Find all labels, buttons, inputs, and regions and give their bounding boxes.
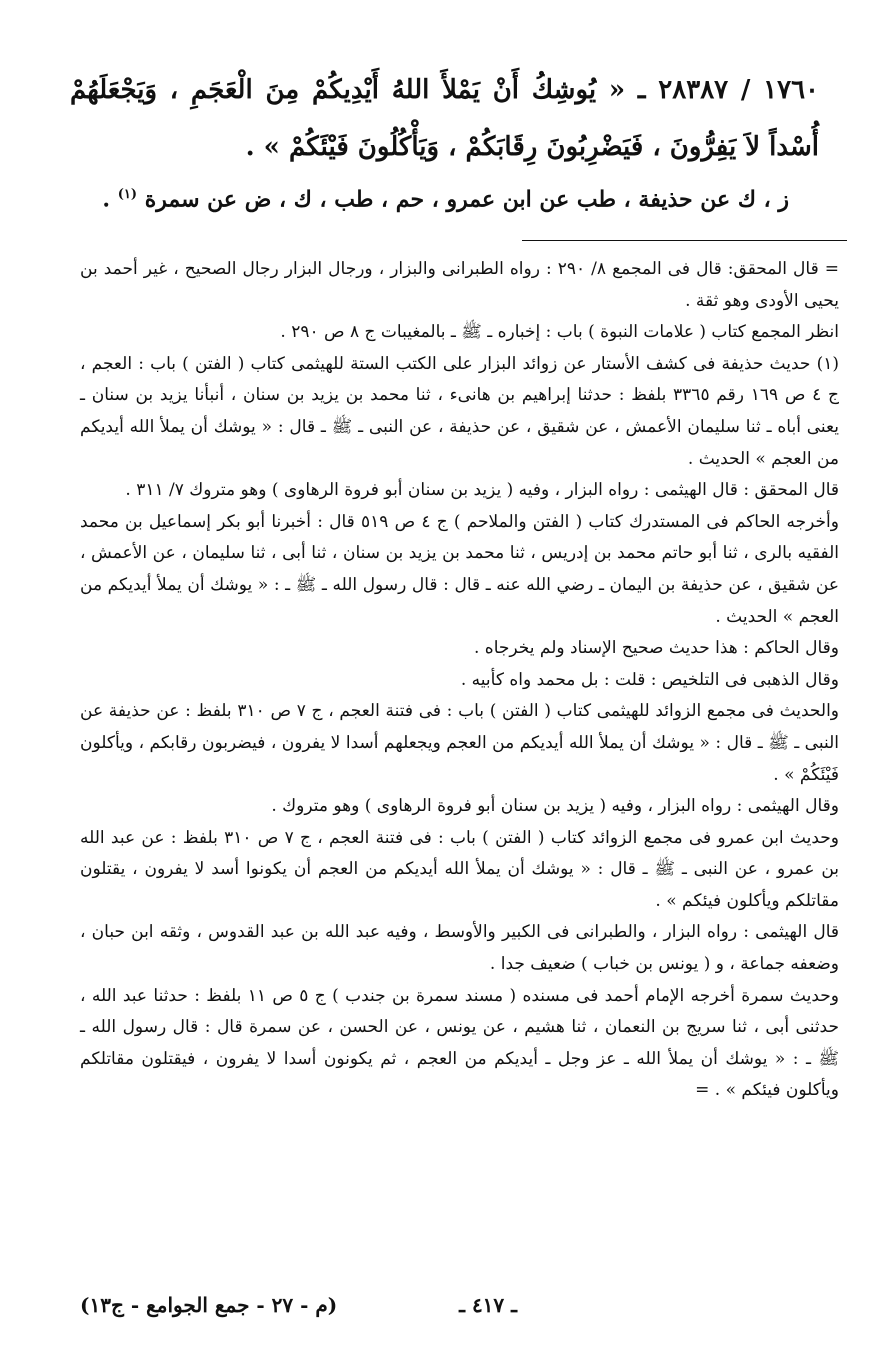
- footnote-paragraph: والحديث فى مجمع الزوائد للهيثمى كتاب ( الفتن ) باب : فى فتنة العجم ، ج ٧ ص ٣١٠ بلفظ : عن حذيفة عن النبى ـ ﷺ ـ قال : « يوشك أن يملأ الله أيديكم من العجم ويجعلهم أسدا لا يفرون ، فيضربون رقابكم ، ويأكلون فَيْئَكُمْ » .: [80, 701, 839, 785]
- footnote-paragraph: = قال المحقق: قال فى المجمع ٨/ ٢٩٠ : رواه الطبرانى والبزار ، ورجال البزار رجال الصحيح ، غير أحمد بن يحيى الأودى وهو ثقة .: [80, 259, 839, 311]
- footnote-paragraph: (١) حديث حذيفة فى كشف الأستار عن زوائد البزار على الكتب الستة للهيثمى كتاب ( الفتن ) باب : العجم ، ج ٤ ص ١٦٩ رقم ٣٣٦٥ بلفظ : حدثنا إبراهيم بن هانىء ، ثنا محمد بن يزيد بن سنان ، أنبأنا يزيد بن سنان ـ يعنى أباه ـ ثنا سليمان الأعمش ، عن شقيق ، عن حذيفة ، عن النبى ـ ﷺ ـ قال : « يوشك أن يملأ الله أيديكم من العجم » الحديث .: [80, 353, 839, 469]
- volume-signature: (م - ٢٧ - جمع الجوامع - ج١٣): [80, 1293, 338, 1317]
- footnote-paragraph: قال المحقق : قال الهيثمى : رواه البزار ، وفيه ( يزيد بن سنان أبو فروة الرهاوى ) وهو متروك ٧/ ٣١١ .: [125, 480, 839, 501]
- footnote-paragraph: انظر المجمع كتاب ( علامات النبوة ) باب : إخباره ـ ﷺ ـ بالمغيبات ج ٨ ص ٢٩٠ .: [280, 322, 839, 343]
- footnotes: [80, 254, 839, 1107]
- footnote-paragraph: قال الهيثمى : رواه البزار ، والطبرانى فى الكبير والأوسط ، وفيه عبد الله بن عبد القدوس ، وثقه ابن حبان ، وضعفه جماعة ، و ( يونس بن خباب ) ضعيف جدا .: [80, 922, 839, 975]
- footnote-paragraph: وحديث ابن عمرو فى مجمع الزوائد كتاب ( الفتن ) باب : فى فتنة العجم ، ج ٧ ص ٣١٠ بلفظ : عن عبد الله بن عمرو ، عن النبى ـ ﷺ ـ قال : « يوشك أن يملأ الله أيديكم من العجم أن يكونوا أسد لا يفرون ، يقتلون مقاتلكم ويأكلون فيئكم » .: [80, 827, 839, 911]
- footnote-paragraph: وقال الحاكم : هذا حديث صحيح الإسناد ولم يخرجاه .: [473, 638, 839, 659]
- hadith-block: [70, 62, 819, 176]
- sources-text: ز ، ك عن حذيفة ، طب عن ابن عمرو ، حم ، طب ، ك ، ض عن سمرة: [144, 186, 789, 213]
- page-footer: [80, 1293, 837, 1323]
- footnote-paragraph: وقال الذهبى فى التلخيص : قلت : بل محمد واه كأبيه .: [460, 669, 839, 690]
- footnote-paragraph: وقال الهيثمى : رواه البزار ، وفيه ( يزيد بن سنان أبو فروة الرهاوى ) وهو متروك .: [271, 796, 839, 817]
- footnote-separator: [522, 240, 847, 241]
- hadith-text: ١٧٦٠ / ٢٨٣٨٧ ـ « يُوشِكُ أَنْ يَمْلأَ اللهُ أَيْدِيكُمْ مِنَ الْعَجَمِ ، وَيَجْعَلَهُمْ أُسْداً لاَ يَفِرُّونَ ، فَيَضْرِبُونَ رِقَابَكُمْ ، وَيَأْكُلُونَ فَيْئَكُمْ » .: [70, 75, 819, 162]
- footnote-paragraph: وحديث سمرة أخرجه الإمام أحمد فى مسنده ( مسند سمرة بن جندب ) ج ٥ ص ١١ بلفظ : حدثنا عبد الله ، حدثنى أبى ، ثنا سريج بن النعمان ، ثنا هشيم ، عن يونس ، عن الحسن ، عن سمرة قال : قال رسول الله ـ ﷺ ـ : « يوشك أن يملأ الله ـ عز وجل ـ أيديكم من العجم ، ثم يكونون أسدا لا يفرون ، فيقتلون مقاتلكم ويأكلون فيئكم » . =: [80, 985, 839, 1101]
- footnote-paragraph: وأخرجه الحاكم فى المستدرك كتاب ( الفتن والملاحم ) ج ٤ ص ٥١٩ قال : أخبرنا أبو بكر إسماعيل بن محمد الفقيه بالرى ، ثنا أبو حاتم محمد بن إدريس ، ثنا محمد بن يزيد بن سنان ، ثنا أبى ، ثنا سليمان ، عن الأعمش ، عن شقيق ، عن حذيفة بن اليمان ـ رضي الله عنه ـ قال : قال رسول الله ـ ﷺ ـ : « يوشك أن يملأ أيديكم من العجم » الحديث .: [80, 511, 839, 627]
- footnote-reference: (١): [117, 187, 138, 202]
- page-number: ـ ٤١٧ ـ: [459, 1293, 517, 1317]
- hadith-sources: ز ، ك عن حذيفة ، طب عن ابن عمرو ، حم ، طب ، ك ، ض عن سمرة $^{(١)}$ .: [102, 186, 789, 213]
